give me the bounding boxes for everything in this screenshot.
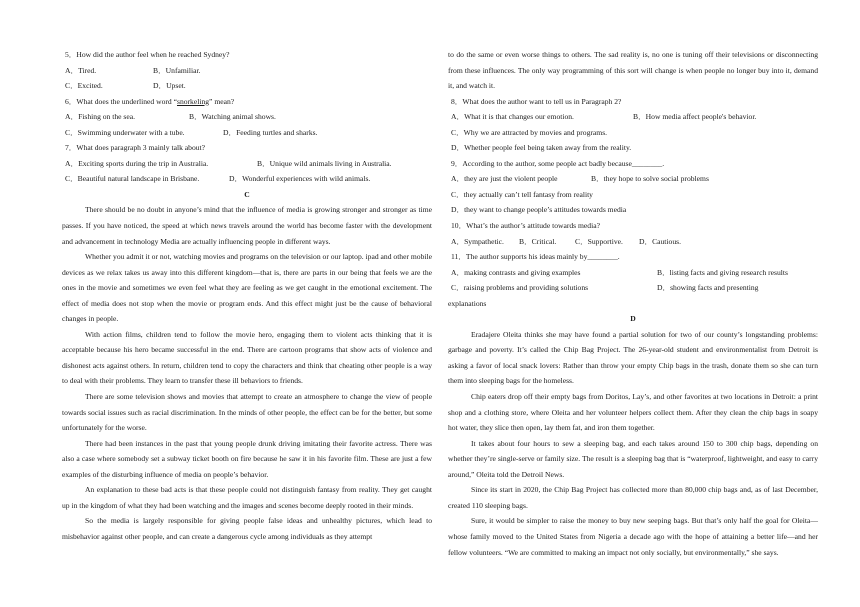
passage-c-continuation: to do the same or even worse things to others. The sad reality is, no one is tuning off their televisions or disconnecting from these influences. The only way programming of this sort will change is when people no longer buy into it, demand it, and watch it.	[448, 50, 818, 91]
passage-c-paragraph-5: There had been instances in the past that young people drunk driving imitating their favorite actress. There was also a case where somebody set a subway ticket booth on fire because he saw it in his favorite film. These are just a few examples of the disturbing influence of media on people’s behavior.	[62, 438, 432, 479]
q6-stem	[62, 94, 432, 110]
q7-option-c[interactable]: C．Beautiful natural landscape in Brisbane.	[65, 174, 200, 184]
q5-option-b[interactable]: B．Unfamiliar.	[153, 65, 201, 75]
q10-option-c[interactable]: C．Supportive.	[575, 236, 623, 246]
q5-options-row1	[62, 63, 432, 79]
q9-option-c[interactable]: C．they actually can’t tell fantasy from reality	[451, 189, 593, 199]
q9-option-a[interactable]: A．they are just the violent people	[451, 174, 558, 184]
passage-c-paragraph-1: There should be no doubt in anyone’s mind that the influence of media is growing stronger and stronger as time passes. If you have noticed, the speed at which news travels around the world has become faster with the development and advancement in technology Media are actually influencing people in different ways.	[62, 205, 432, 246]
section-d-heading: D	[630, 314, 636, 324]
q6-option-b[interactable]: B．Watching animal shows.	[189, 112, 276, 122]
q11-option-b[interactable]: B．listing facts and giving research results	[657, 267, 788, 277]
section-c-heading: C	[244, 189, 250, 199]
q8-option-b[interactable]: B．How media affect people's behavior.	[633, 112, 757, 122]
q7-option-a[interactable]: A．Exciting sports during the trip in Australia.	[65, 158, 209, 168]
passage-c-paragraph-4: There are some television shows and movies that attempt to create an atmosphere to change the view of people towards social issues such as racial discrimination. In the minds of other people, the effect can be for the better, but some unfortunately for the worse.	[62, 392, 432, 433]
left-column	[62, 47, 432, 545]
q10-options	[448, 234, 818, 250]
q10-option-b[interactable]: B．Critical.	[519, 236, 557, 246]
q11-stem: 11．The author supports his ideas mainly by________.	[451, 252, 620, 262]
passage-d-paragraph-1: Eradajere Oleita thinks she may have found a partial solution for two of our county’s longstanding problems: garbage and poverty. It’s called the Chip Bag Project. The 26-year-old student and environmentalist from Detroit is asking a favor of local snack lovers: Rather than throw your empty Chip bags in the trash, donate them so she can turn them into sleeping bags for the homeless.	[448, 329, 818, 386]
q6-options-row2	[62, 125, 432, 141]
passage-d-paragraph-4: Since its start in 2020, the Chip Bag Project has collected more than 80,000 chip bags and, as of last December, created 110 sleeping bags.	[448, 485, 818, 510]
q7-option-b[interactable]: B．Unique wild animals living in Australia.	[257, 158, 392, 168]
passage-c-paragraph-6: An explanation to these bad acts is that these people could not distinguish fantasy from reality. They get caught up in the kingdom of what they had been watching and the images and scenes become deeply rooted in their minds.	[62, 485, 432, 510]
passage-d-paragraph-5: Sure, it would be simpler to raise the money to buy new seeping bags. But that’s only half the goal for Oleita—whose family moved to the United States from Nigeria a decade ago with the hope of attaining a better life—and her fellow volunteers. “We are committed to making an impact not only socially, but environmentally,” she says.	[448, 516, 818, 557]
q10-stem: 10．What’s the author’s attitude towards media?	[451, 221, 600, 231]
q5-option-d[interactable]: D．Upset.	[153, 81, 186, 91]
q6-options-row1	[62, 109, 432, 125]
q6-option-d[interactable]: D．Feeding turtles and sharks.	[223, 127, 318, 137]
q9-option-d[interactable]: D．they want to change people’s attitudes towards media	[451, 205, 627, 215]
q7-options-row2	[62, 171, 432, 187]
q6-option-c[interactable]: C．Swimming underwater with a tube.	[65, 127, 185, 137]
q10-option-a[interactable]: A．Sympathetic.	[451, 236, 504, 246]
q6-option-a[interactable]: A．Fishing on the sea.	[65, 112, 136, 122]
q10-option-d[interactable]: D．Cautious.	[639, 236, 681, 246]
passage-d-paragraph-3: It takes about four hours to sew a sleeping bag, and each takes around 150 to 300 chip bags, depending on whether they’re single-serve or family size. The result is a sleeping bag that is “waterproof, lightweight, and easy to carry around,” Oleita told the Detroil News.	[448, 438, 818, 479]
q11-option-d-continued: explanations	[448, 298, 487, 308]
q8-stem: 8．What does the author want to tell us in Paragraph 2?	[451, 96, 622, 106]
passage-c-paragraph-2: Whether you admit it or not, watching movies and programs on the television or our laptop. ipad and other mobile devices as we relax takes us away into this different kingdom—that is, there are parts in our being that feels we are the ones in the movie and sometimes we even feel what they are feeling as we get caught in the emotional excitement. The effect of media does not stop when the movie or program ends. And this effect might just be the cause of behavioral changes in people.	[62, 252, 432, 324]
right-column	[448, 47, 818, 560]
q7-option-d[interactable]: D．Wonderful experiences with wild animals.	[229, 174, 371, 184]
q11-option-d[interactable]: D．showing facts and presenting	[657, 283, 759, 293]
q9-option-b[interactable]: B．they hope to solve social problems	[591, 174, 709, 184]
q5-options-row2	[62, 78, 432, 94]
q5-option-c[interactable]: C．Excited.	[65, 81, 103, 91]
q8-options-row1	[448, 109, 818, 125]
q11-option-a[interactable]: A．making contrasts and giving examples	[451, 267, 581, 277]
q7-stem: 7．What does paragraph 3 mainly talk about?	[65, 143, 206, 153]
q8-option-c[interactable]: C．Why we are attracted by movies and programs.	[451, 127, 608, 137]
q6-stem-pre: 6．What does the underlined word “	[65, 96, 177, 106]
q6-underlined-word: snorkeling	[176, 96, 210, 106]
passage-c-paragraph-3: With action films, children tend to follow the movie hero, engaging them to violent acts thinking that it is acceptable because his hero became successful in the end. There are cartoon programs that show acts of violence and dishonest acts against others. In return, children tend to copy the characters and think that cheating other people is a way to deal with their problems. They learn to transfer these ill behaviors to friends.	[62, 329, 432, 386]
q11-options-row1	[448, 265, 818, 281]
q8-option-d[interactable]: D．Whether people feel being taken away from the reality.	[451, 143, 632, 153]
q11-options-row2	[448, 280, 818, 296]
q9-options-row1	[448, 171, 818, 187]
q6-stem-post: ” mean?	[209, 96, 235, 106]
q9-stem: 9．According to the author, some people act badly because________.	[451, 158, 665, 168]
q11-option-c[interactable]: C．raising problems and providing solutions	[451, 283, 589, 293]
passage-d-paragraph-2: Chip eaters drop off their empty bags from Doritos, Lay’s, and other favorites at two locations in Detroit: a print shop and a clothing store, where Oleita and her volunteer helpers collect them. After they clean the chip bags in soapy hot water, they slice then open, lay them fat, and iron them together.	[448, 392, 818, 433]
q8-option-a[interactable]: A．What it is that changes our emotion.	[451, 112, 574, 122]
q7-options-row1	[62, 156, 432, 172]
q5-option-a[interactable]: A．Tired.	[65, 65, 97, 75]
passage-c-paragraph-7: So the media is largely responsible for giving people false ideas and unhealthy pictures, which lead to misbehavior against other people, and can create a dangerous cycle among individuals as they attempt	[62, 516, 432, 541]
q5-stem: 5．How did the author feel when he reached Sydney?	[65, 50, 230, 59]
